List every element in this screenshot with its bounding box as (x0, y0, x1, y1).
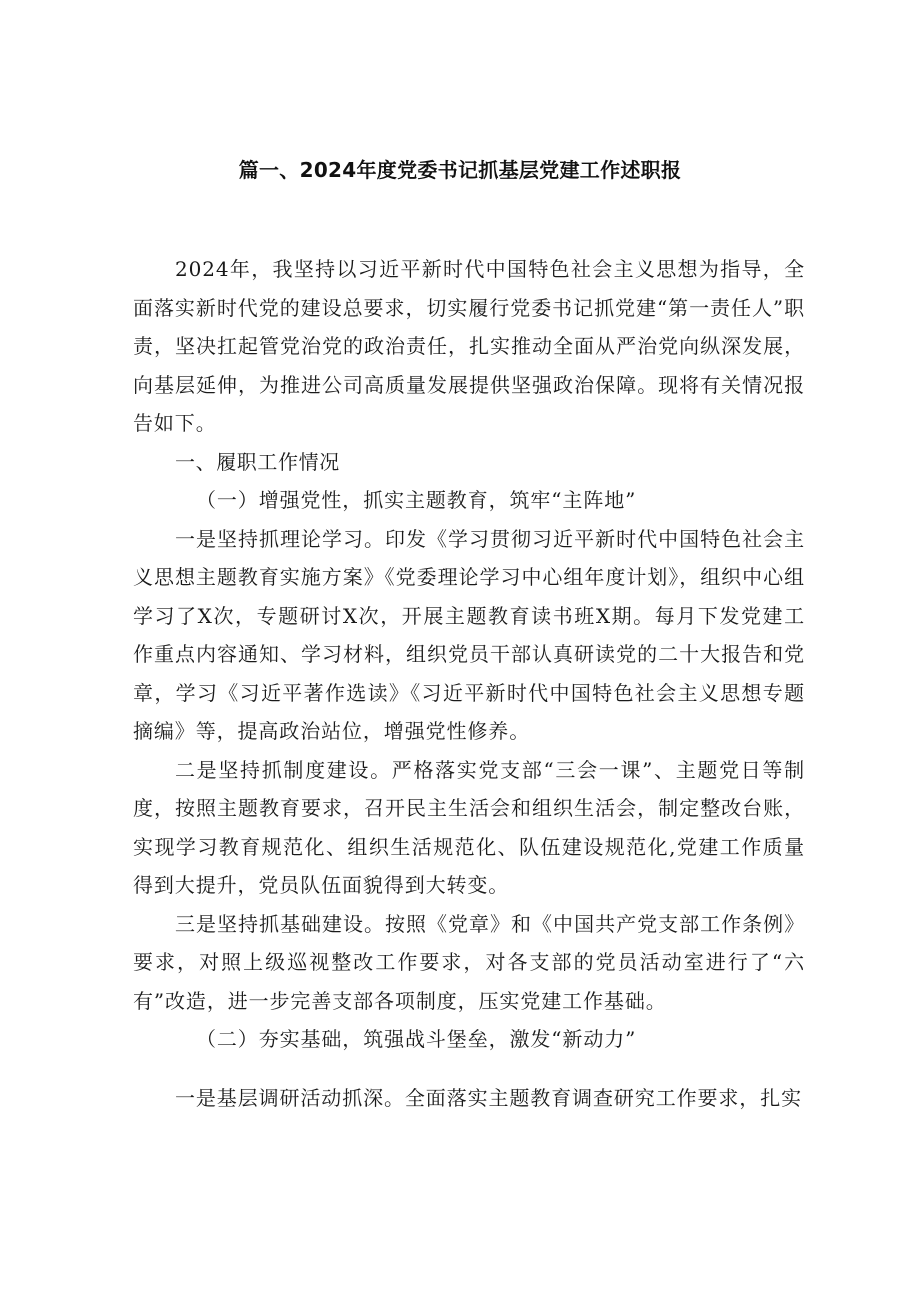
paragraph-grassroots-research: 一是基层调研活动抓深。全面落实主题教育调查研究工作要求，扎实 (175, 1085, 802, 1110)
section-heading-1: 一、履职工作情况 (175, 449, 340, 474)
intro-paragraph: 2024年，我坚持以习近平新时代中国特色社会主义思想为指导，全面落实新时代党的建设总要求，切实履行党委书记抓党建“第一责任人”职责，坚决扛起管党治党的政治责任，扎实推动全面从严治党向纵深发展，向基层延伸，为推进公司高质量发展提供坚强政治保障。现将有关情况报告如下。 (133, 257, 805, 435)
document-body (133, 250, 805, 1117)
paragraph-theory-study: 一是坚持抓理论学习。印发《学习贯彻习近平新时代中国特色社会主义思想主题教育实施方案》《党委理论学习中心组年度计划》，组织中心组学习了X次，专题研讨X次，开展主题教育读书班X期。每月下发党建工作重点内容通知、学习材料，组织党员干部认真研读党的二十大报告和党章，学习《习近平著作选读》《习近平新时代中国特色社会主义思想专题摘编》等，提高政治站位，增强党性修养。 (133, 526, 805, 743)
subsection-heading-1: （一）增强党性，抓实主题教育，筑牢“主阵地” (196, 488, 637, 512)
document-title: 篇一、2024年度党委书记抓基层党建工作述职报 (238, 158, 682, 182)
paragraph-foundation-building: 三是坚持抓基础建设。按照《党章》和《中国共产党支部工作条例》要求，对照上级巡视整改工作要求，对各支部的党员活动室进行了“六有”改造，进一步完善支部各项制度，压实党建工作基础。 (133, 911, 805, 1013)
paragraph-system-building: 二是坚持抓制度建设。严格落实党支部“三会一课”、主题党日等制度，按照主题教育要求，召开民主生活会和组织生活会，制定整改台账，实现学习教育规范化、组织生活规范化、队伍建设规范化,党建工作质量得到大提升，党员队伍面貌得到大转变。 (133, 757, 805, 897)
subsection-heading-2: （二）夯实基础，筑强战斗堡垒，激发“新动力” (196, 1027, 637, 1051)
